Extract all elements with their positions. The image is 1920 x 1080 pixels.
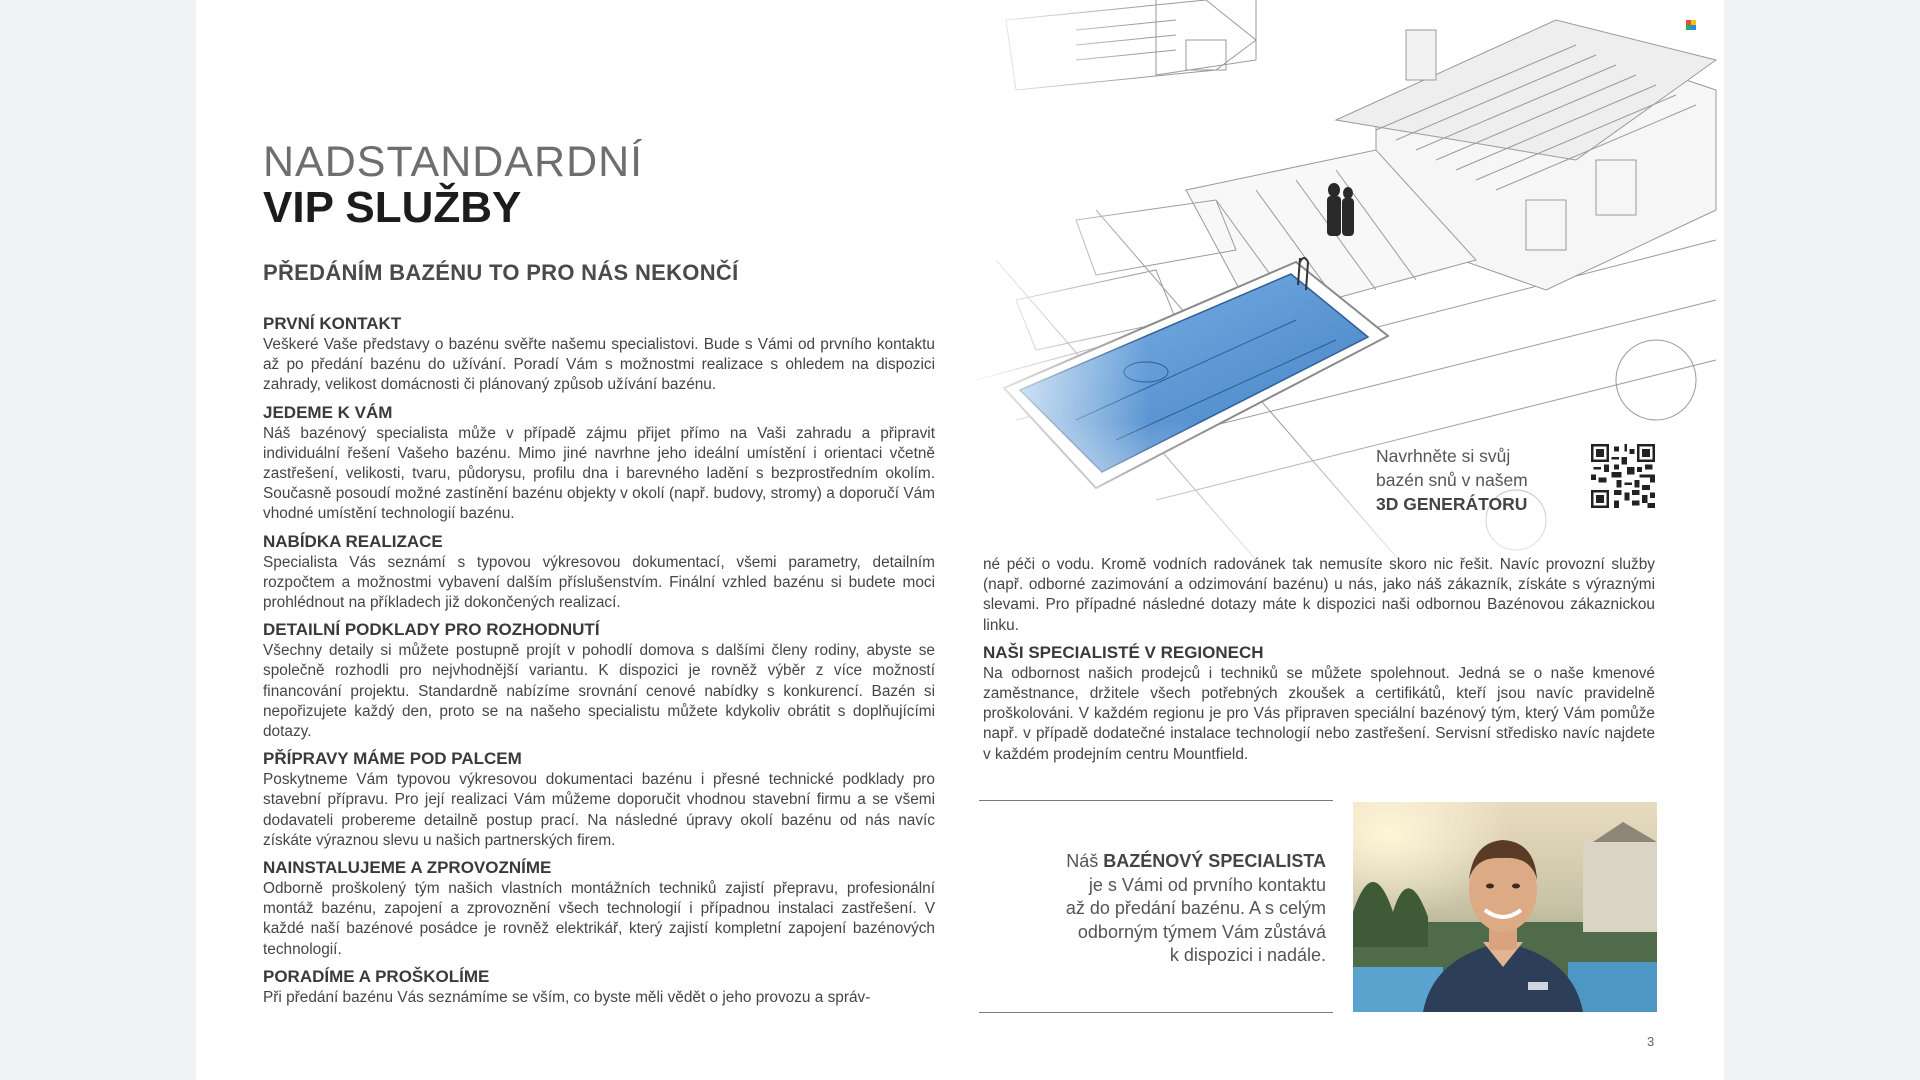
page-number: 3 bbox=[1647, 1034, 1655, 1049]
section-title: PORADÍME A PROŠKOLÍME bbox=[263, 966, 490, 986]
specialist-line-3: až do předání bazénu. A s celým bbox=[1065, 898, 1326, 918]
section-title: DETAILNÍ PODKLADY PRO ROZHODNUTÍ bbox=[263, 620, 600, 640]
section-text: Odborně proškolený tým našich vlastních montážních techniků zajistí přepravu, profesionální montáž bazénu, zapojení a zprovoznění všech technologií i případnou instalaci zastřešení. V každé naší bazénové posádce je rovněž elektrikář, který zajistí kompletní zapojení bazénových technologií. bbox=[263, 880, 935, 958]
specialist-caption bbox=[986, 850, 1326, 968]
qr-code-icon[interactable] bbox=[1591, 444, 1655, 508]
right-column bbox=[983, 555, 1655, 771]
section-detailni-podklady bbox=[263, 619, 935, 742]
section-jedeme-k-vam bbox=[263, 402, 935, 525]
section-title: NAINSTALUJEME A ZPROVOZNÍME bbox=[263, 858, 552, 878]
heading-line-2: VIP SLUŽBY bbox=[263, 183, 522, 232]
section-title: NABÍDKA REALIZACE bbox=[263, 531, 443, 551]
section-text: Všechny detaily si můžete postupně projít v pohodlí domova s dalšími členy rodiny, abyste se společně rozhodli pro nejvhodnější variantu. K dispozici je rovněž výběr z více možností financování projektu. Standardně nabízíme srovnání cenové nabídky s konkurencí. Bazén si nepořizujete každý den, proto se na našeho specialistu můžete kdykoliv obrátit s doplňujícími dotazy. bbox=[263, 642, 935, 741]
section-prvni-kontakt bbox=[263, 313, 935, 396]
continuation-text: né péči o vodu. Kromě vodních radovánek tak nemusíte skoro nic řešit. Navíc provozní služby (např. odborné zazimování a odzimování bazénu) u nás, jako náš zákazník, získáte s výraznými slevami. Pro případné následné dotazy máte k dispozici naši odbornou Bazénovou zákaznickou linku. bbox=[983, 556, 1655, 634]
section-text: Veškeré Vaše představy o bazénu svěřte našemu specialistovi. Bude s Vámi od prvního kontaktu až po předání bazénu do užívání. Poradí Vám s možnostmi realizace s ohledem na dispozici zahrady, velikost domácnosti či plánovaný způsob užívání bazénu. bbox=[263, 336, 935, 394]
section-pripravy bbox=[263, 748, 935, 851]
section-nainstalujeme bbox=[263, 857, 935, 960]
qr-promo-line-1: Navrhněte si svůj bbox=[1376, 446, 1511, 466]
section-text: Poskytneme Vám typovou výkresovou dokumentaci bazénu i přesné technické podklady pro stavební přípravu. Pro její realizaci Vám můžeme doporučit vhodnou stavební firmu a se všemi dodavateli probereme detailně postup prací. Na následné úpravy okolí bazénu od nás navíc získáte výraznou slevu u našich partnerských firem. bbox=[263, 771, 935, 849]
small-color-mark-icon bbox=[1686, 20, 1696, 30]
section-text: Specialista Vás seznámí s typovou výkresovou dokumentací, všemi parametry, detailním rozpočtem a možnostmi vybavení dalším příslušenstvím. Finální vzhled bazénu si budete moci prohlédnout na příkladech již dokončených realizací. bbox=[263, 553, 935, 612]
section-title: PŘÍPRAVY MÁME POD PALCEM bbox=[263, 749, 522, 769]
house-pool-sketch-illustration bbox=[956, 0, 1724, 600]
section-text: Náš bazénový specialista může v případě zájmu přijet přímo na Vaši zahradu a připravit individuální řešení Vašeho bazénu. Mimo jiné navrhne jeho ideální umístění i orientaci včetně zastřešení, velikosti, tvaru, půdorysu, profilu dna i barevného ladění s bezprostředním okolím. Současně posoudí možné zastínění bazénu objekty v okolí (např. budovy, stromy) a doporučí Vám vhodné umístění technologií bazénu. bbox=[263, 424, 935, 523]
qr-promo-line-2: bazén snů v našem bbox=[1376, 470, 1528, 490]
section-continuation bbox=[983, 555, 1655, 636]
specialist-line-1 bbox=[986, 850, 1326, 874]
divider-bottom bbox=[979, 1012, 1333, 1013]
heading-line-1: NADSTANDARDNÍ bbox=[263, 138, 644, 186]
section-text: Při předání bazénu Vás seznámíme se vším, co byste měli vědět o jeho provozu a správ- bbox=[263, 988, 871, 1006]
section-title: JEDEME K VÁM bbox=[263, 402, 393, 422]
specialist-line-4: odborným týmem Vám zůstává bbox=[1077, 921, 1326, 942]
section-title: NAŠI SPECIALISTÉ V REGIONECH bbox=[983, 642, 1264, 662]
left-column bbox=[263, 313, 935, 1014]
section-text: Na odbornost našich prodejců i techniků se můžete spolehnout. Jedná se o naše kmenové zaměstnance, držitele všech potřebných zkoušek a certifikátů, kteří jsou navíc pravidelně proškolováni. V každém regionu je pro Vás připraven speciální bazénový tým, který Vám pomůže např. v případě dodatečné instalace technologií nebo zastřešení. Servisní středisko navíc najdete v každém prodejním centru Mountfield. bbox=[983, 664, 1655, 763]
divider-top bbox=[979, 800, 1333, 801]
specialist-bold: BAZÉNOVÝ SPECIALISTA bbox=[1103, 851, 1326, 871]
specialist-portrait-photo bbox=[1353, 802, 1657, 1012]
specialist-line-5: k dispozici i nadále. bbox=[1169, 945, 1326, 965]
section-poradime bbox=[263, 966, 935, 1008]
specialist-prefix: Náš bbox=[1066, 851, 1104, 871]
section-nabidka-realizace bbox=[263, 531, 935, 614]
qr-promo-line-3: 3D GENERÁTORU bbox=[1376, 494, 1528, 514]
brochure-page bbox=[196, 0, 1724, 1080]
section-nasi-specialiste bbox=[983, 642, 1655, 765]
section-title: PRVNÍ KONTAKT bbox=[263, 314, 402, 333]
qr-promo-text bbox=[1376, 444, 1528, 516]
subtitle: PŘEDÁNÍM BAZÉNU TO PRO NÁS NEKONČÍ bbox=[263, 260, 739, 285]
specialist-line-2: je s Vámi od prvního kontaktu bbox=[1088, 874, 1326, 895]
